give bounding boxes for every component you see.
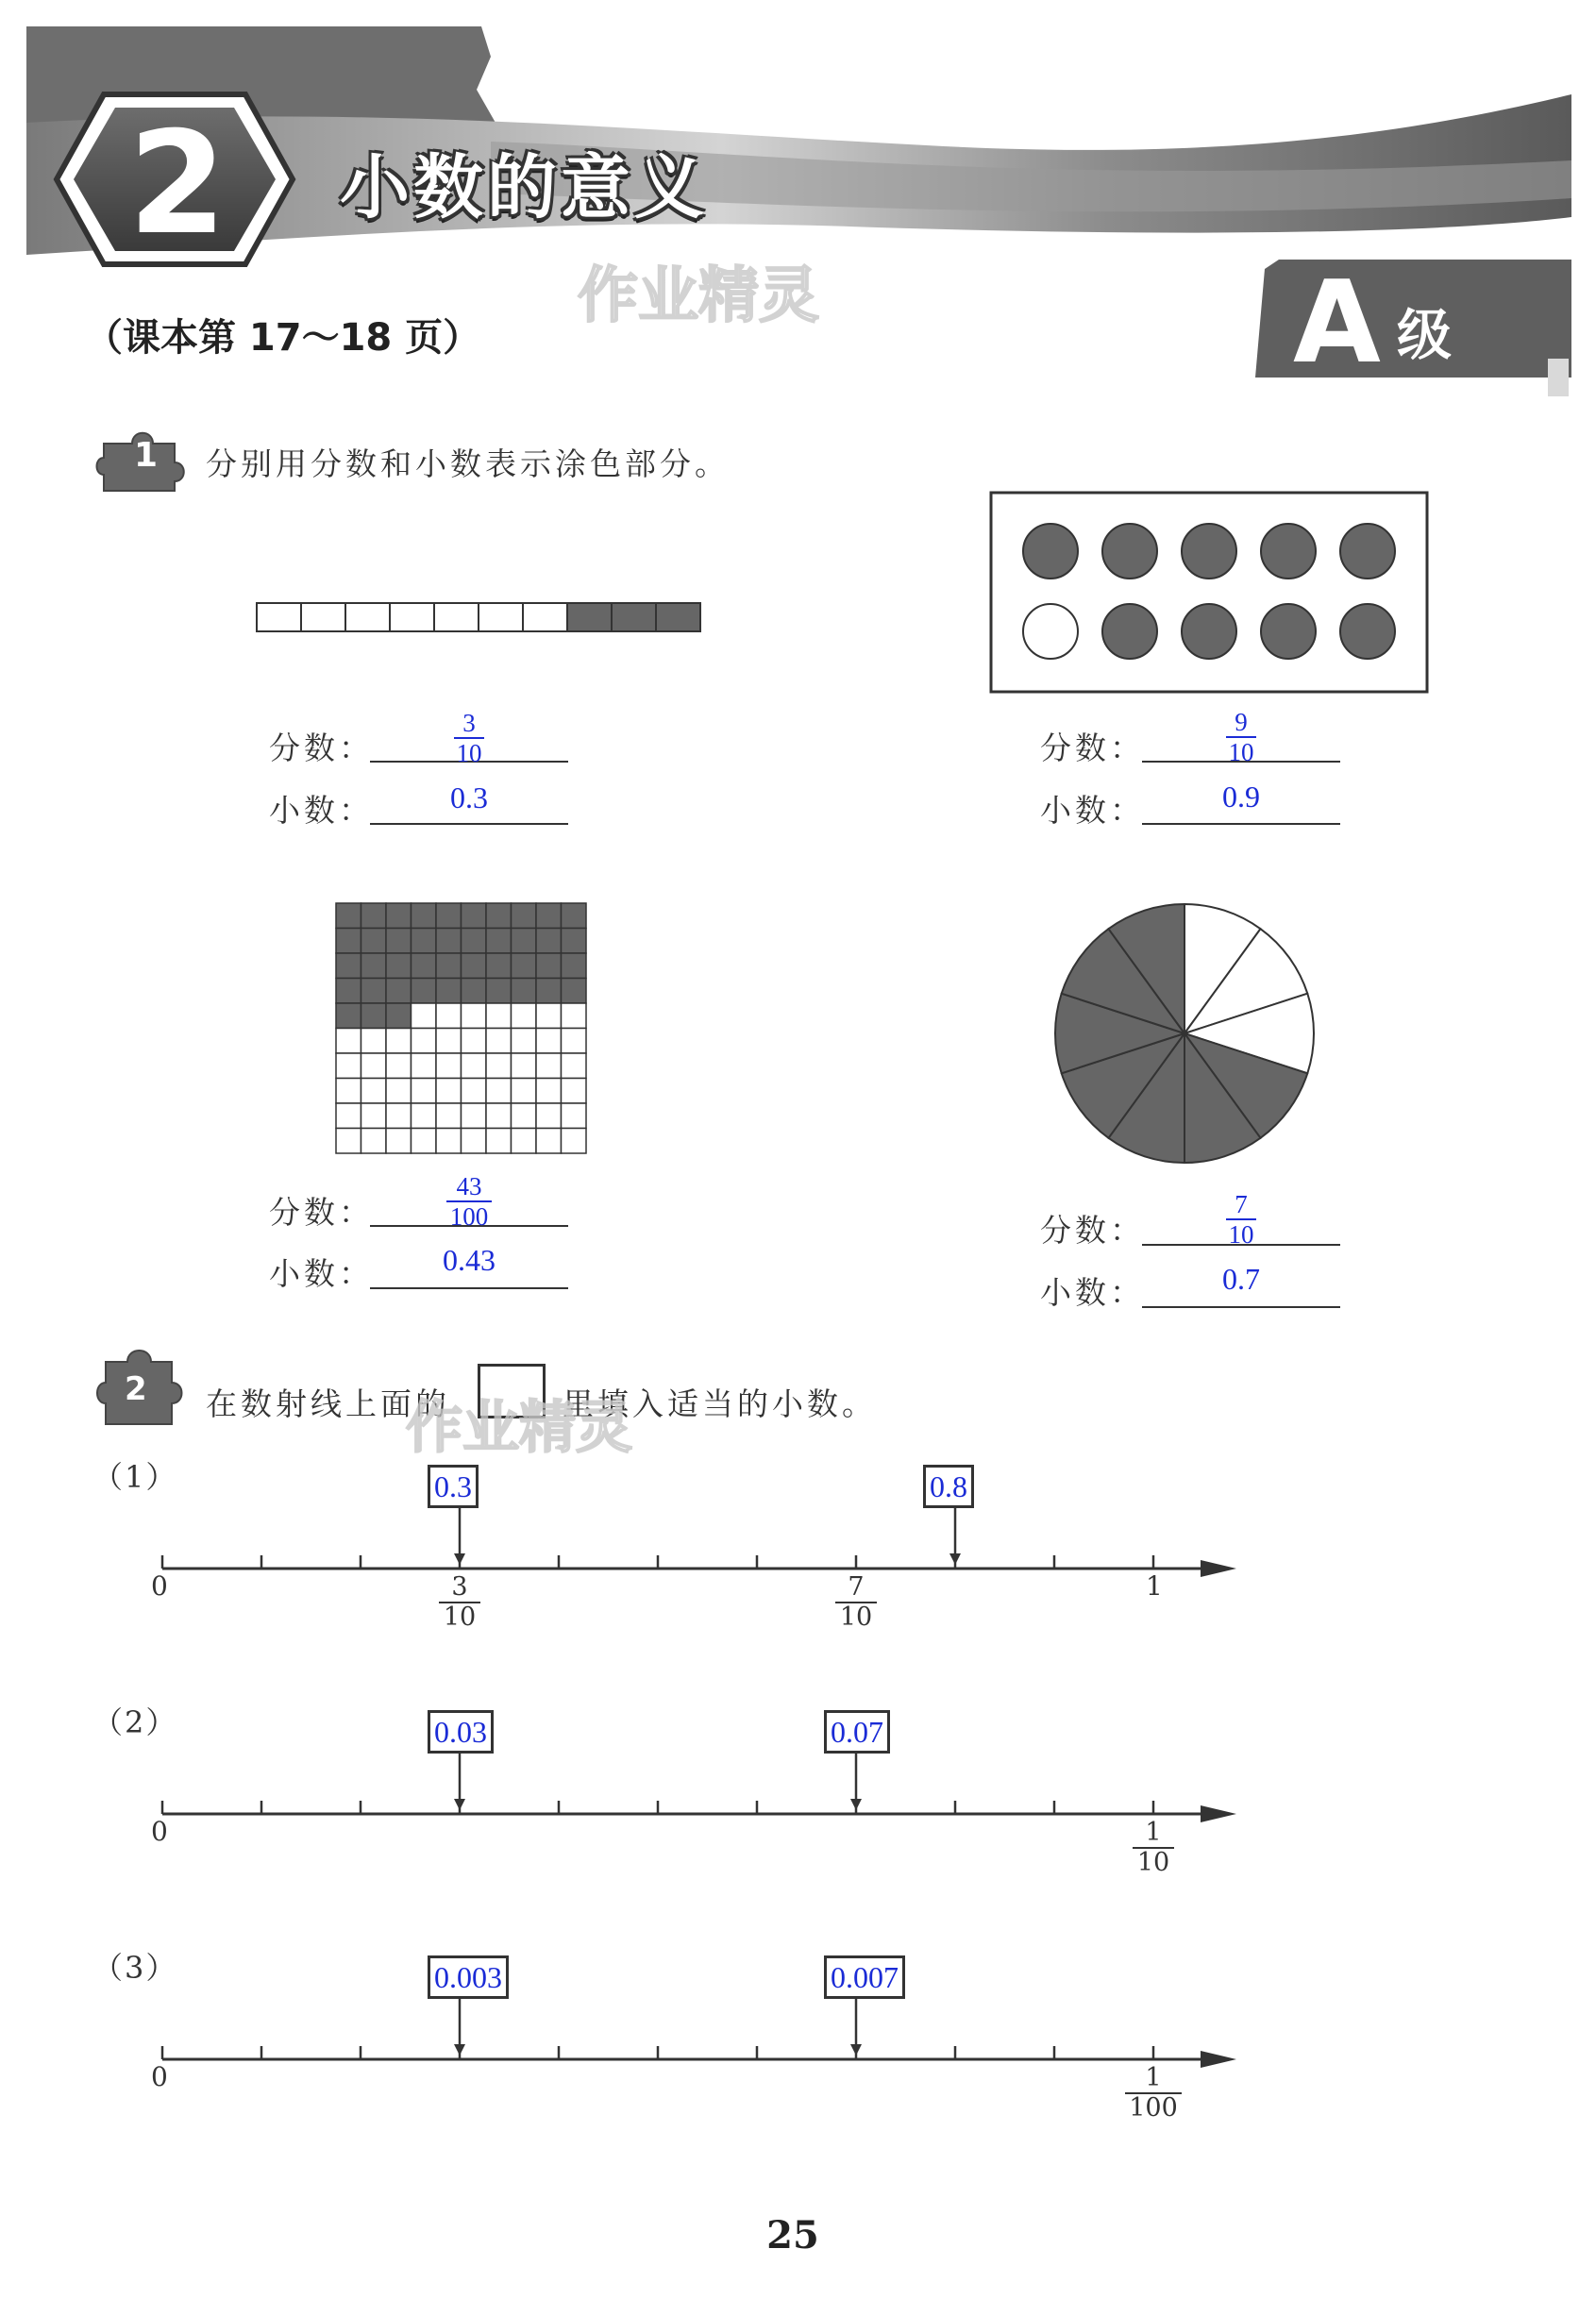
decimal-label: 小数： [269,792,374,829]
fraction-answer [431,710,507,766]
shaded-cell [412,903,437,929]
fraction-label: 分数： [269,1194,374,1231]
answer-line [1142,823,1340,825]
answer-box[interactable]: 0.003 [428,1955,509,1999]
shaded-circle [1340,524,1395,579]
grid-cell [562,1129,587,1154]
grid-cell [436,1053,462,1079]
decimal-label: 小数： [269,1255,374,1292]
watermark: 作业精灵 [578,261,819,331]
grid-cell [436,1103,462,1129]
grid-cell [512,1003,537,1029]
shaded-circle [1182,604,1236,659]
fraction-numerator: 1 [1145,2063,1162,2092]
decimal-label: 小数： [1040,792,1145,829]
answer-box[interactable]: 0.07 [824,1710,890,1754]
strip-figure [255,599,708,637]
fraction-denominator: 10 [1228,1220,1254,1249]
grid-cell [486,1129,512,1154]
grid-cell [512,1029,537,1054]
q2-number: 2 [125,1370,147,1408]
tick-fraction-label [1116,2065,1191,2122]
fraction-denominator: 10 [1136,1848,1170,1877]
grid-cell [386,1053,412,1079]
answer-box[interactable]: 0.007 [824,1955,905,1999]
shaded-circle [1182,524,1236,579]
shaded-cell [486,929,512,954]
page-number: 25 [766,2213,819,2257]
tick-fraction-label [422,1574,497,1631]
arrow-head-icon [1201,1805,1236,1822]
unshaded-circle [1023,604,1078,659]
grid-cell [562,1079,587,1104]
tick-label-zero: 0 [151,1570,168,1602]
grid-cell [536,1103,562,1129]
shaded-cell [386,929,412,954]
fraction-answer [1203,1191,1279,1248]
shaded-circle [1023,524,1078,579]
decimal-answer: 0.43 [443,1243,496,1277]
sub-question-label: （3） [92,1950,178,1986]
fraction-numerator: 7 [1235,1190,1248,1218]
shaded-cell [361,1003,387,1029]
grid-cell [486,1079,512,1104]
grid-cell [536,1029,562,1054]
fraction-numerator: 1 [1145,1818,1162,1847]
unit-number: 2 [127,102,227,266]
shaded-circle [1102,604,1157,659]
number-line-svg [0,1453,1596,1642]
shaded-cell [336,953,361,979]
grid-cell [336,1129,361,1154]
shaded-cell [361,929,387,954]
segment [301,603,345,631]
q1-number: 1 [134,436,159,475]
grid-cell [536,1053,562,1079]
shaded-cell [486,903,512,929]
level-letter: A [1293,258,1381,389]
shaded-cell [412,979,437,1004]
grid-cell [386,1029,412,1054]
shaded-cell [361,903,387,929]
sub-question-label: （2） [92,1704,178,1740]
arrow-head-icon [1201,1560,1236,1577]
shaded-circle [1261,524,1316,579]
shaded-cell [486,979,512,1004]
grid-cell [436,1079,462,1104]
segment [523,603,567,631]
grid-cell [512,1053,537,1079]
grid-cell [462,1079,487,1104]
sub-question-label: （1） [92,1459,178,1495]
shaded-circle [1261,604,1316,659]
shaded-cell [512,903,537,929]
grid-cell [361,1053,387,1079]
shaded-cell [386,1003,412,1029]
shaded-cell [462,979,487,1004]
shaded-cell [436,929,462,954]
shaded-segment [612,603,656,631]
grid-cell [386,1129,412,1154]
grid-cell [361,1079,387,1104]
grid-cell [512,1103,537,1129]
grid-cell [336,1103,361,1129]
grid-cell [336,1029,361,1054]
grid-cell [462,1129,487,1154]
shaded-cell [386,953,412,979]
pie-figure [1048,897,1321,1170]
decimal-answer: 0.7 [1222,1262,1260,1296]
grid-cell [562,1003,587,1029]
tick-label-zero: 0 [151,2061,168,2092]
shaded-cell [386,979,412,1004]
shaded-cell [361,953,387,979]
grid-cell [386,1079,412,1104]
shaded-segment [567,603,612,631]
answer-box[interactable]: 0.3 [428,1465,479,1508]
shaded-cell [386,903,412,929]
q2-instruction-start: 在数射线上面的 [206,1385,450,1422]
pointer-arrow-icon [949,1553,961,1565]
tick-label: 1 [1146,1570,1163,1602]
fraction-denominator: 100 [1129,2093,1178,2123]
unit-title: 小数的意义 [340,147,708,228]
pointer-arrow-icon [454,1799,465,1810]
grid-cell [486,1029,512,1054]
shaded-cell [486,953,512,979]
fraction-numerator: 3 [462,709,476,737]
shaded-cell [512,953,537,979]
segment [345,603,390,631]
grid-cell [436,1029,462,1054]
shaded-cell [562,929,587,954]
grid-cell [562,1053,587,1079]
grid-cell [536,1003,562,1029]
fraction-numerator: 43 [456,1172,482,1200]
number-line-3 [0,1944,1596,2142]
level-text: 级 [1397,303,1453,367]
decimal-answer: 0.3 [450,780,488,814]
grid-cell [336,1079,361,1104]
grid-cell [412,1103,437,1129]
grid-cell [436,1129,462,1154]
grid-cell [486,1103,512,1129]
grid-cell [486,1053,512,1079]
grid-cell [536,1079,562,1104]
grid-cell [462,1029,487,1054]
fraction-numerator: 3 [451,1572,468,1602]
circles-frame [991,493,1427,692]
grid-cell [336,1053,361,1079]
number-line-svg [0,1699,1596,1888]
answer-line [370,823,568,825]
tick-label-zero: 0 [151,1816,168,1847]
shaded-cell [336,929,361,954]
grid-cell [361,1103,387,1129]
fraction-answer [422,1173,516,1230]
answer-box[interactable]: 0.8 [923,1465,974,1508]
arrow-head-icon [1201,2051,1236,2068]
shaded-circle [1102,524,1157,579]
shaded-cell [562,953,587,979]
answer-box[interactable]: 0.03 [428,1710,494,1754]
pointer-arrow-icon [454,1553,465,1565]
shaded-cell [536,929,562,954]
fraction-denominator: 100 [449,1202,489,1231]
grid-cell [412,1053,437,1079]
grid-cell [562,1029,587,1054]
grid-cell [462,1103,487,1129]
pointer-arrow-icon [850,2044,862,2056]
grid-cell [512,1079,537,1104]
shaded-cell [436,953,462,979]
hundred-grid-figure [334,901,589,1158]
segment [257,603,301,631]
fraction-answer [1203,709,1279,765]
grid-cell [562,1103,587,1129]
decimal-answer: 0.9 [1222,780,1260,814]
grid-cell [412,1003,437,1029]
decimal-label: 小数： [1040,1274,1145,1311]
number-line-1 [0,1453,1596,1642]
pointer-arrow-icon [850,1799,862,1810]
shaded-circle [1340,604,1395,659]
shaded-cell [336,979,361,1004]
shaded-cell [336,1003,361,1029]
segment [390,603,434,631]
answer-line [370,1287,568,1289]
fraction-denominator: 10 [1228,738,1254,766]
shaded-cell [462,903,487,929]
grid-cell [536,1129,562,1154]
shaded-cell [462,929,487,954]
shaded-cell [436,903,462,929]
watermark: 作业精灵 [406,1395,632,1461]
tick-fraction-label [818,1574,894,1631]
shaded-cell [562,979,587,1004]
fraction-label: 分数： [1040,730,1145,766]
grid-cell [386,1103,412,1129]
shaded-cell [336,903,361,929]
grid-cell [361,1129,387,1154]
fraction-denominator: 10 [839,1603,873,1632]
segment [434,603,479,631]
number-line-2 [0,1699,1596,1888]
segment [479,603,523,631]
shaded-segment [656,603,700,631]
answer-line [1142,1306,1340,1308]
shaded-cell [361,979,387,1004]
shaded-cell [536,953,562,979]
shaded-cell [462,953,487,979]
shaded-cell [512,979,537,1004]
shaded-cell [536,903,562,929]
circles-figure [989,491,1429,694]
grid-cell [412,1079,437,1104]
shaded-cell [536,979,562,1004]
grid-cell [412,1129,437,1154]
number-line-svg [0,1944,1596,2133]
shaded-cell [512,929,537,954]
grid-cell [412,1029,437,1054]
grid-cell [361,1029,387,1054]
fraction-numerator: 9 [1235,708,1248,736]
fraction-label: 分数： [1040,1212,1145,1249]
q1-instruction: 分别用分数和小数表示涂色部分。 [206,445,730,482]
shaded-cell [562,903,587,929]
grid-cell [462,1053,487,1079]
textbook-pages: （课本第 17～18 页） [85,316,481,360]
fraction-numerator: 7 [848,1572,865,1602]
shaded-cell [412,929,437,954]
grid-cell [462,1003,487,1029]
grid-cell [486,1003,512,1029]
fraction-denominator: 10 [456,739,482,767]
shaded-cell [436,979,462,1004]
fraction-label: 分数： [269,730,374,766]
tick-fraction-label [1116,1820,1191,1876]
grid-cell [436,1003,462,1029]
q2-instruction-end: 里填入适当的小数。 [563,1385,877,1422]
shaded-cell [412,953,437,979]
grid-cell [512,1129,537,1154]
pointer-arrow-icon [454,2044,465,2056]
fraction-denominator: 10 [443,1603,477,1632]
